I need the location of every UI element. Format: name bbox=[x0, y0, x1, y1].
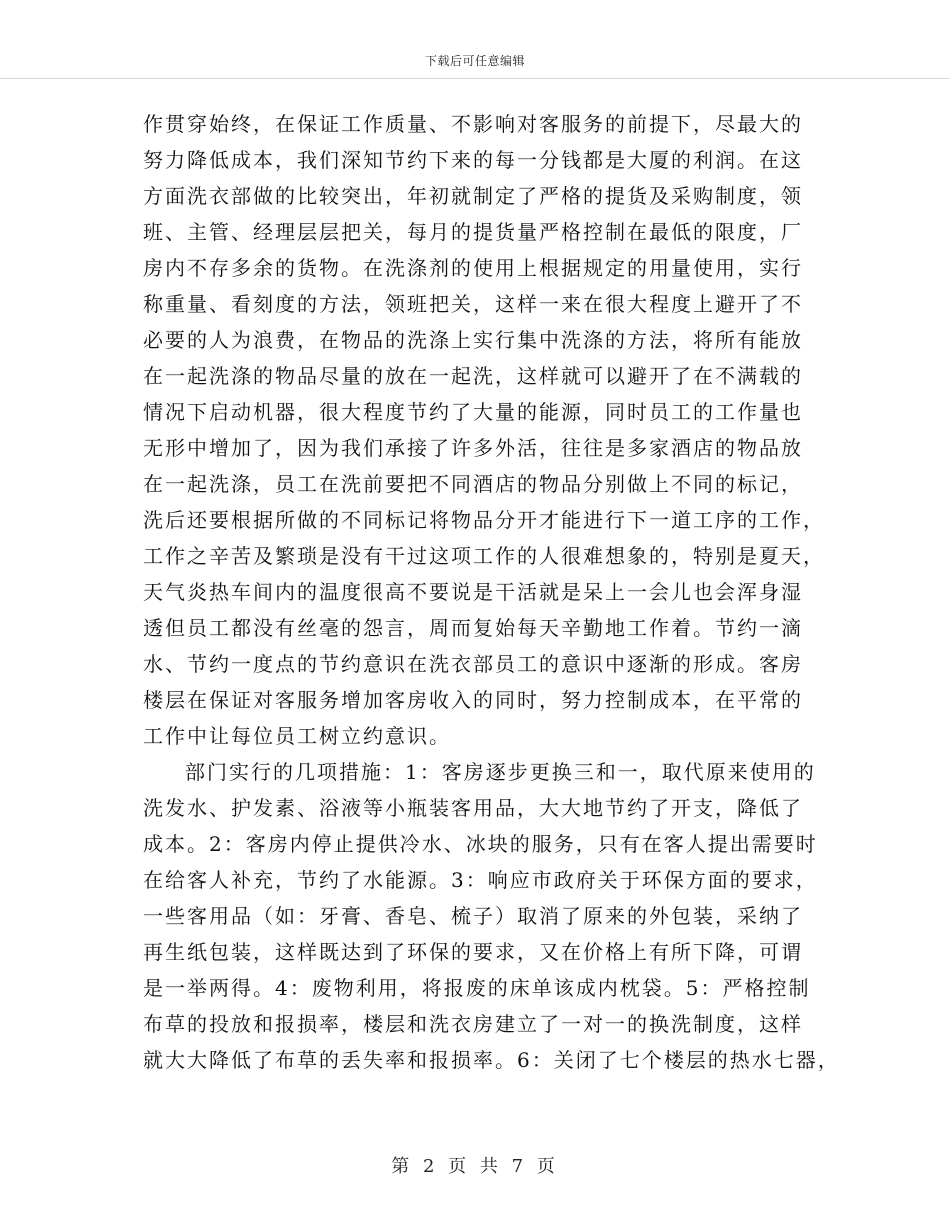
text-line: 工作之辛苦及繁琐是没有干过这项工作的人很难想象的，特别是夏天， bbox=[143, 544, 825, 568]
text-line: 就大大降低了布草的丢失率和报损率。6：关闭了七个楼层的热水七器， bbox=[143, 1048, 840, 1072]
text-line: 努力降低成本，我们深知节约下来的每一分钱都是大厦的利润。在这 bbox=[143, 148, 803, 172]
text-line: 楼层在保证对客服务增加客房收入的同时，努力控制成本，在平常的 bbox=[143, 688, 803, 712]
text-line: 称重量、看刻度的方法，领班把关，这样一来在很大程度上避开了不 bbox=[143, 292, 803, 316]
body-paragraph-2 bbox=[143, 754, 840, 1078]
text-line: 洗后还要根据所做的不同标记将物品分开才能进行下一道工序的工作， bbox=[143, 508, 825, 532]
text-line: 房内不存多余的货物。在洗涤剂的使用上根据规定的用量使用，实行 bbox=[143, 256, 803, 280]
text-line: 成本。2：客房内停止提供冷水、冰块的服务，只有在客人提出需要时 bbox=[143, 832, 818, 856]
body-paragraph-1 bbox=[143, 106, 825, 754]
page-number: 第 2 页 共 7 页 bbox=[391, 1156, 559, 1177]
text-line: 在给客人补充，节约了水能源。3：响应市政府关于环保方面的要求， bbox=[143, 868, 818, 892]
text-line: 班、主管、经理层层把关，每月的提货量严格控制在最低的限度，厂 bbox=[143, 220, 803, 244]
text-line: 水、节约一度点的节约意识在洗衣部员工的意识中逐渐的形成。客房 bbox=[143, 652, 803, 676]
text-line: 天气炎热车间内的温度很高不要说是干活就是呆上一会儿也会浑身湿 bbox=[143, 580, 803, 604]
text-line: 工作中让每位员工树立约意识。 bbox=[143, 724, 451, 748]
text-line: 方面洗衣部做的比较突出，年初就制定了严格的提货及采购制度，领 bbox=[143, 184, 803, 208]
text-line: 作贯穿始终，在保证工作质量、不影响对客服务的前提下，尽最大的 bbox=[143, 112, 803, 136]
text-line: 必要的人为浪费，在物品的洗涤上实行集中洗涤的方法，将所有能放 bbox=[143, 328, 803, 352]
text-line: 一些客用品（如：牙膏、香皂、梳子）取消了原来的外包装，采纳了 bbox=[143, 904, 803, 928]
text-line: 再生纸包装，这样既达到了环保的要求，又在价格上有所下降，可谓 bbox=[143, 940, 803, 964]
text-line: 部门实行的几项措施：1：客房逐步更换三和一，取代原来使用的 bbox=[185, 760, 816, 784]
text-line: 是一举两得。4：废物利用，将报废的床单该成内枕袋。5：严格控制 bbox=[143, 976, 811, 1000]
text-line: 洗发水、护发素、浴液等小瓶装客用品，大大地节约了开支，降低了 bbox=[143, 796, 803, 820]
text-line: 在一起洗涤，员工在洗前要把不同酒店的物品分别做上不同的标记， bbox=[143, 472, 803, 496]
text-line: 在一起洗涤的物品尽量的放在一起洗，这样就可以避开了在不满载的 bbox=[143, 364, 803, 388]
page-header: 下载后可任意编辑 bbox=[424, 54, 525, 68]
text-line: 透但员工都没有丝毫的怨言，周而复始每天辛勤地工作着。节约一滴 bbox=[143, 616, 803, 640]
document-body bbox=[143, 106, 840, 1078]
text-line: 无形中增加了，因为我们承接了许多外活，往往是多家酒店的物品放 bbox=[143, 436, 803, 460]
text-line: 布草的投放和报损率，楼层和洗衣房建立了一对一的换洗制度，这样 bbox=[143, 1012, 803, 1036]
header-divider bbox=[0, 78, 950, 79]
text-line: 情况下启动机器，很大程度节约了大量的能源，同时员工的工作量也 bbox=[143, 400, 803, 424]
